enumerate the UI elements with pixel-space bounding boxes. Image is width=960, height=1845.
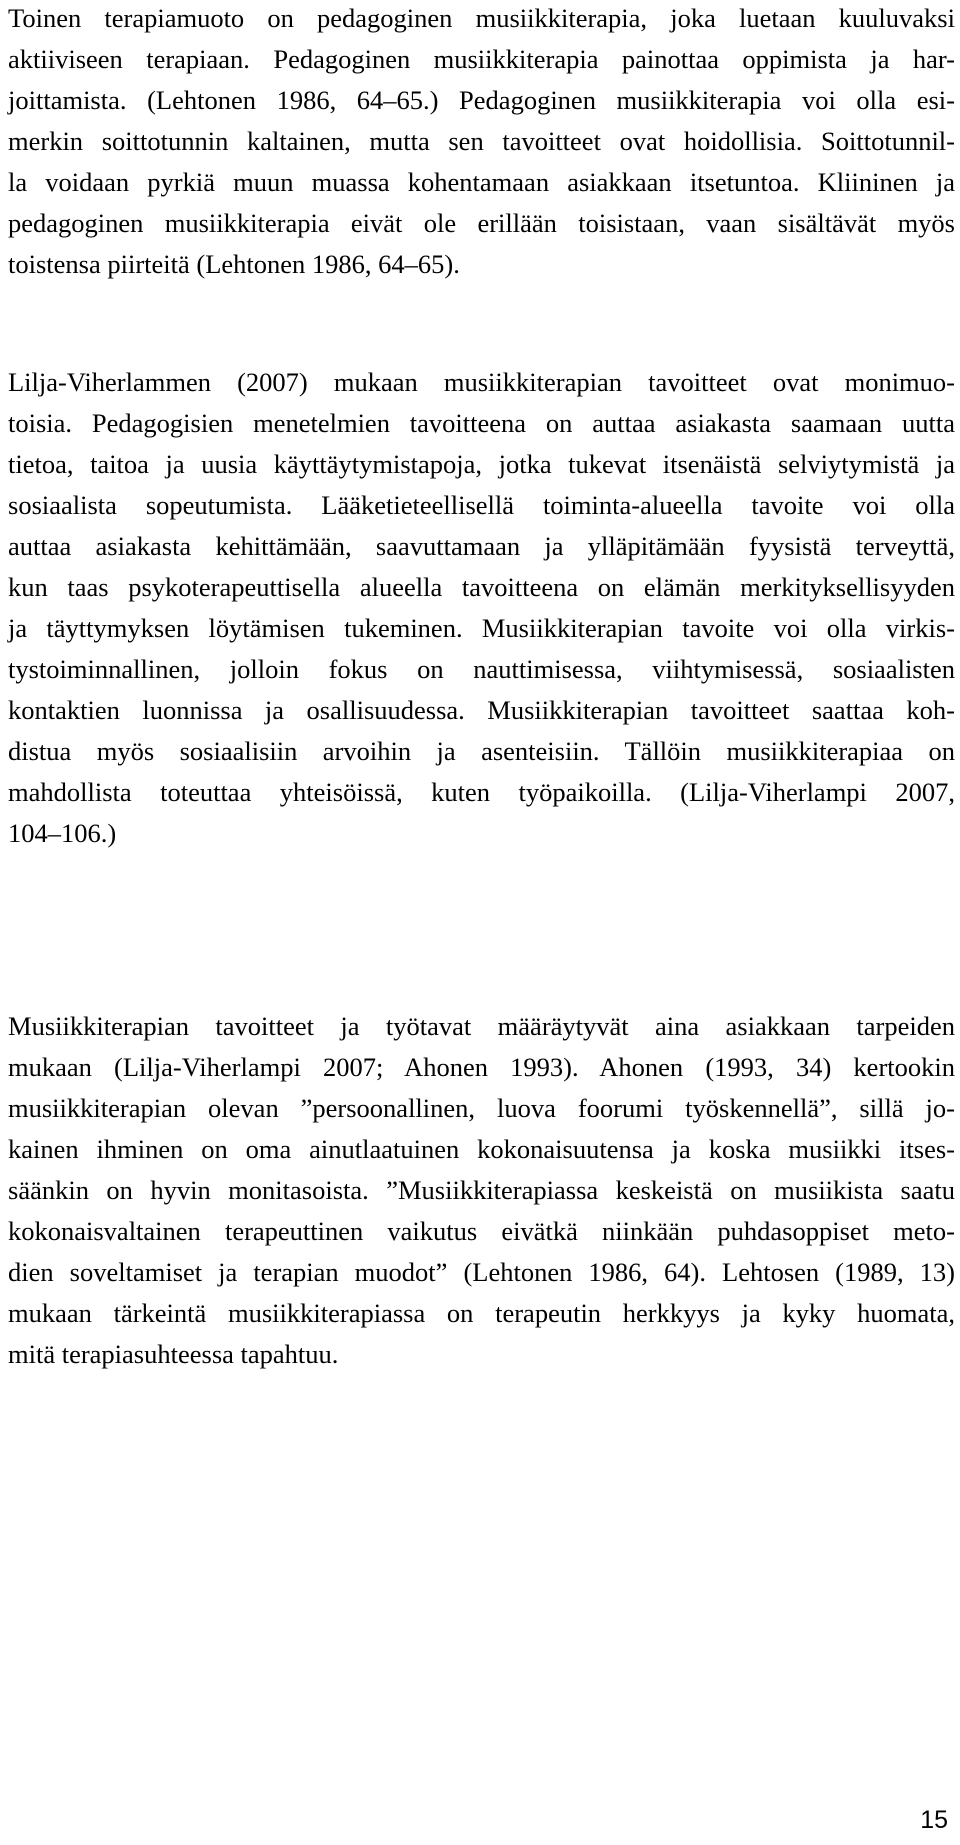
text-line: ja täyttymyksen löytämisen tukeminen. Musiikkiterapian tavoite voi olla virkis- xyxy=(8,613,955,643)
text-line: auttaa asiakasta kehittämään, saavuttamaan ja ylläpitämään fyysistä terveyttä, xyxy=(8,531,955,561)
text-line: säänkin on hyvin monitasoista. ”Musiikkiterapiassa keskeistä on musiikista saatu xyxy=(8,1175,955,1205)
text-line: aktiiviseen terapiaan. Pedagoginen musiikkiterapia painottaa oppimista ja har- xyxy=(8,44,955,74)
text-line: sosiaalista sopeutumista. Lääketieteellisellä toiminta-alueella tavoite voi olla xyxy=(8,490,955,520)
text-line: mukaan tärkeintä musiikkiterapiassa on terapeutin herkkyys ja kyky huomata, xyxy=(8,1298,955,1328)
text-line: la voidaan pyrkiä muun muassa kohentamaan asiakkaan itsetuntoa. Kliininen ja xyxy=(8,167,955,197)
text-line: dien soveltamiset ja terapian muodot” (Lehtonen 1986, 64). Lehtosen (1989, 13) xyxy=(8,1257,955,1287)
paragraph-client-needs xyxy=(8,1006,955,1375)
text-line: musiikkiterapian olevan ”persoonallinen, luova foorumi työskennellä”, sillä jo- xyxy=(8,1093,955,1123)
text-line: mukaan (Lilja-Viherlampi 2007; Ahonen 1993). Ahonen (1993, 34) kertookin xyxy=(8,1052,955,1082)
paragraph-therapy-goals xyxy=(8,362,955,854)
text-line: merkin soittotunnin kaltainen, mutta sen tavoitteet ovat hoidollisia. Soittotunnil- xyxy=(8,126,955,156)
text-line: 104–106.) xyxy=(8,818,117,848)
text-line: Musiikkiterapian tavoitteet ja työtavat määräytyvät aina asiakkaan tarpeiden xyxy=(8,1011,955,1041)
text-line: kun taas psykoterapeuttisella alueella tavoitteena on elämän merkityksellisyyden xyxy=(8,572,955,602)
paragraph-pedagogical-music-therapy xyxy=(8,0,955,285)
text-line: kontaktien luonnissa ja osallisuudessa. Musiikkiterapian tavoitteet saattaa koh- xyxy=(8,695,955,725)
text-line: toisia. Pedagogisien menetelmien tavoitteena on auttaa asiakasta saamaan uutta xyxy=(8,408,955,438)
text-line: tietoa, taitoa ja uusia käyttäytymistapoja, jotka tukevat itsenäistä selviytymistä ja xyxy=(8,449,955,479)
text-line: tystoiminnallinen, jolloin fokus on nauttimisessa, viihtymisessä, sosiaalisten xyxy=(8,654,955,684)
text-line: pedagoginen musiikkiterapia eivät ole erillään toisistaan, vaan sisältävät myös xyxy=(8,208,955,238)
text-line: Toinen terapiamuoto on pedagoginen musiikkiterapia, joka luetaan kuuluvaksi xyxy=(8,3,955,33)
text-line: toistensa piirteitä (Lehtonen 1986, 64–65). xyxy=(8,249,460,279)
text-line: joittamista. (Lehtonen 1986, 64–65.) Pedagoginen musiikkiterapia voi olla esi- xyxy=(8,85,955,115)
text-line: Lilja-Viherlammen (2007) mukaan musiikkiterapian tavoitteet ovat monimuo- xyxy=(8,367,955,397)
text-line: mahdollista toteuttaa yhteisöissä, kuten työpaikoilla. (Lilja-Viherlampi 2007, xyxy=(8,777,955,807)
text-line: distua myös sosiaalisiin arvoihin ja asenteisiin. Tällöin musiikkiterapiaa on xyxy=(8,736,955,766)
text-line: kainen ihminen on oma ainutlaatuinen kokonaisuutensa ja koska musiikki itses- xyxy=(8,1134,955,1164)
text-line: kokonaisvaltainen terapeuttinen vaikutus eivätkä niinkään puhdasoppiset meto- xyxy=(8,1216,955,1246)
page-number: 15 xyxy=(920,1806,948,1834)
text-line: mitä terapiasuhteessa tapahtuu. xyxy=(8,1339,339,1369)
